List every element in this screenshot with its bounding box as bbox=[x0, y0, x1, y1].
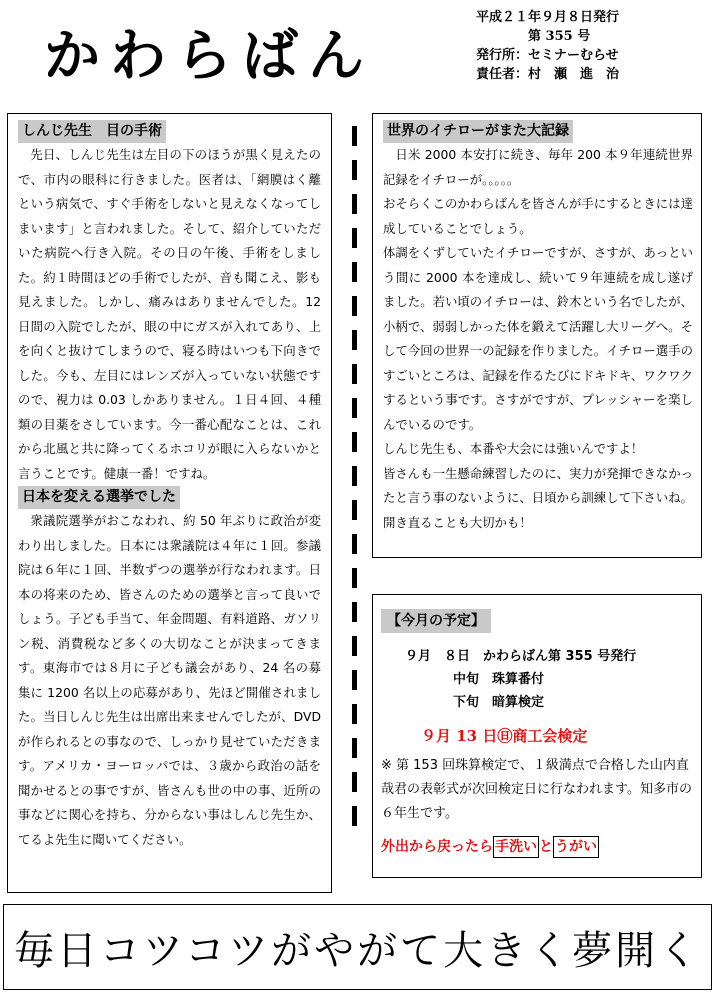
schedule-line: 下旬 暗算検定 bbox=[453, 695, 545, 710]
article-body-election bbox=[18, 509, 321, 852]
hygiene-reminder bbox=[381, 836, 693, 856]
article-heading-election: 日本を変える選挙でした bbox=[18, 486, 180, 509]
hand-wash-label: 手洗い bbox=[493, 836, 539, 858]
paragraph: 皆さんも一生懸命練習したのに、実力が発揮できなかったと言う事のないように、日頃から訓練して下さいね。開き直ることも大切かも！ bbox=[383, 465, 693, 530]
article-heading-eye-surgery: しんじ先生 目の手術 bbox=[18, 120, 166, 143]
motto-box bbox=[3, 904, 712, 990]
newsletter-title: かわらばん bbox=[44, 23, 374, 89]
schedule-line: ９月 ８日 かわらばん第 355 号発行 bbox=[405, 649, 637, 664]
schedule-line: 中旬 珠算番付 bbox=[453, 672, 545, 687]
issue-info bbox=[476, 8, 619, 84]
gargle-label: うがい bbox=[553, 836, 599, 858]
issue-date: 平成２１年９月８日発行 bbox=[476, 10, 620, 25]
motto-text: 毎日コツコツがやがて大きく夢開く bbox=[13, 927, 702, 974]
editor: 責任者：村 瀬 進 治 bbox=[476, 67, 620, 82]
hygiene-and: と bbox=[539, 839, 553, 855]
paragraph: おそらくこのかわらばんを皆さんが手にするときには達成していることでしょう。 bbox=[383, 196, 693, 236]
paragraph: 衆議院選挙がおこなわれ、約 50 年ぶりに政治が変わり出しました。日本には衆議院は４年に１回。参議院は６年に１回、半数ずつの選挙が行なわれます。日本の将来のため、皆さんのための選挙と言って良いでしょう。子ども手当て、年金問題、有料道路、ガソリン税、消費税など多くの大切なことが決まってきます。東海市では８月に子ども議会があり、24 名の募集に 1200 名以上の応募があり、先ほど開催されました。当日しんじ先生は出席出来ませんでしたが、DVD が作られるとの事なので、しっかり見せていただきます。アメリカ・ヨーロッパでは、３歳から政治の話を聞かせるとの事ですが、皆さんも世の中の事、近所の事などに関心を持ち、分からない事はしんじ先生か、てるよ先生に聞いてください。 bbox=[18, 513, 321, 847]
article-body-eye-surgery bbox=[18, 143, 321, 486]
schedule-box bbox=[372, 594, 702, 878]
schedule-title: 【今月の予定】 bbox=[381, 609, 491, 633]
article-heading-ichiro: 世界のイチローがまた大記録 bbox=[383, 120, 573, 143]
hygiene-prefix: 外出から戻ったら bbox=[381, 839, 493, 855]
paragraph: 先日、しんじ先生は左目の下のほうが黒く見えたので、市内の眼科に行きました。医者は、「網膜はく離という病気で、すぐ手術をしないと見えなくなってしまいます」と言われました。そして、紹介していただいた病院へ行き入院。その日の午後、手術をしました。約１時間ほどの手術でしたが、音も聞こえ、影も見えました。しかし、痛みはありませんでした。12 日間の入院でしたが、眼の中にガスが入れてあり、上を向くと抜けてしまうので、寝る時はいつも下向きでした。今も、左目にはレンズが入っていない状態ですので、視力は 0.03 しかありません。１日４回、４種類の目薬をさしています。今一番心配なことは、これから北風と共に降ってくるホコリが眼に入らないかと言うことです。健康一番！ですね。 bbox=[18, 147, 321, 481]
award-note: ※ 第 153 回珠算検定で、１級満点で合格した山内直哉君の表彰式が次回検定日に行なわれます。知多市の６年生です。 bbox=[381, 758, 692, 821]
paragraph: 体調をくずしていたイチローですが、さすが、あっという間に 2000 本を達成し、続いて９年連続を成し遂げました。若い頃のイチローは、鈴木という名でしたが、小柄で、弱弱しかった体を鍛えて活躍し大リーグへ。そして今回の世界一の記録を作りました。イチロー選手のすごいところは、記録を作るたびにドキドキ、ワクワクするという事です。さすがですが、プレッシャーを楽しんでいるのです。 bbox=[383, 245, 693, 432]
ichiro-article bbox=[372, 113, 702, 558]
exam-date-highlight: ９月 13 日㊐商工会検定 bbox=[421, 727, 588, 745]
paragraph: 日米 2000 本安打に続き、毎年 200 本９年連続世界記録をイチローが。。。。。 bbox=[383, 147, 693, 187]
publisher: 発行所：セミナーむらせ bbox=[476, 48, 619, 63]
column-divider bbox=[352, 126, 357, 826]
paragraph: しんじ先生も、本番や大会には強いんですよ！ bbox=[383, 441, 644, 456]
issue-number: 第 355 号 bbox=[528, 29, 591, 44]
left-column bbox=[7, 113, 332, 893]
article-body-ichiro bbox=[383, 143, 693, 535]
